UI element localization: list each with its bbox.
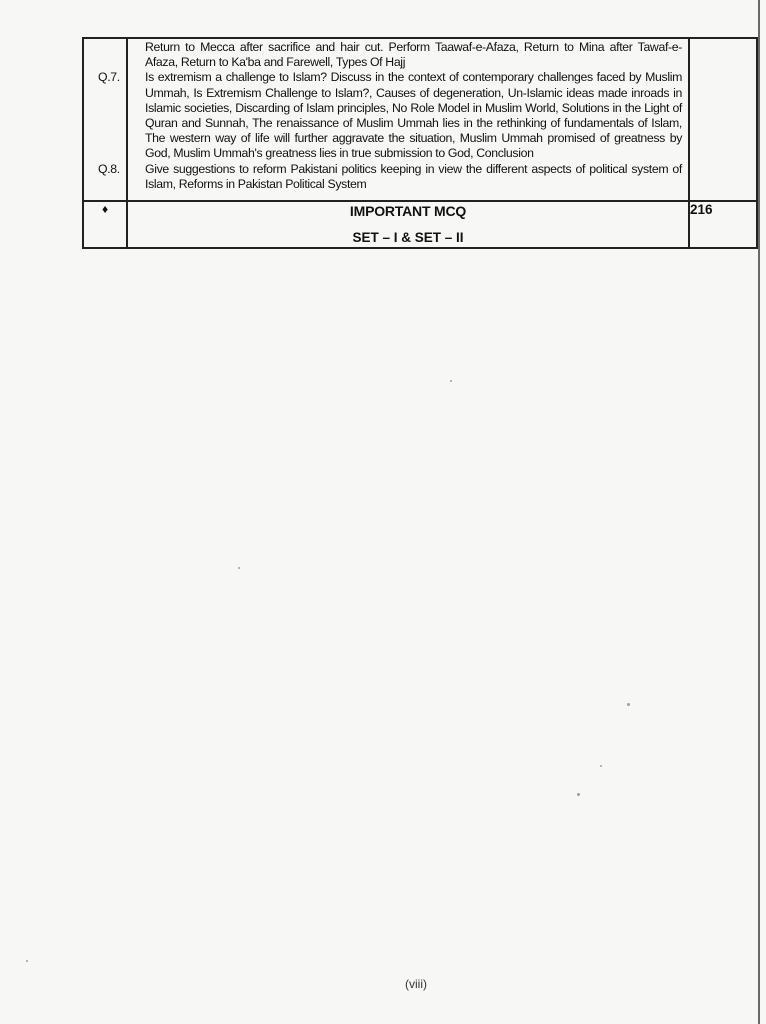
- footer-page-number: (viii): [405, 977, 427, 991]
- scan-speck: [600, 765, 602, 767]
- page-column-cell: [689, 38, 757, 201]
- contents-row-mcq: [83, 201, 757, 248]
- mcq-subtitle: SET – I & SET – II: [352, 230, 464, 246]
- contents-table: [82, 37, 758, 249]
- continuation-text: Return to Mecca after sacrifice and hair cut. Perform Taawaf-e-Afaza, Return to Mina after Tawaf-e-Afaza, Return to Ka'ba and Farewell, Types Of Hajj: [145, 40, 682, 70]
- question-7-label: Q.7.: [98, 70, 120, 85]
- scan-speck: [627, 703, 630, 706]
- scan-speck: [238, 567, 240, 569]
- question-7: [98, 70, 682, 161]
- scan-speck: [26, 960, 28, 962]
- scan-speck: [577, 793, 580, 796]
- scan-edge-shadow: [758, 0, 760, 1024]
- mcq-heading-cell: [127, 201, 689, 248]
- mcq-page-number: 216: [689, 201, 757, 248]
- diamond-bullet-icon: ♦: [83, 201, 127, 248]
- contents-row-questions: [83, 38, 757, 201]
- question-7-text: Is extremism a challenge to Islam? Discuss in the context of contemporary challenges faced by Muslim Ummah, Is Extremism Challenge to Islam?, Causes of degeneration, Un-Islamic ideas made inroads in Islamic societies, Discarding of Islam principles, No Role Model in Muslim World, Solutions in the Light of Quran and Sunnah, The renaissance of Muslim Ummah lies in the rethinking of fundamentals of Islam, The western way of life will further aggravate the situation, Muslim Ummah promised of greatness by God, Muslim Ummah's greatness lies in true submission to God, Conclusion: [145, 70, 682, 161]
- question-8-text: Give suggestions to reform Pakistani politics keeping in view the different aspects of political system of Islam, Reforms in Pakistan Political System: [145, 161, 682, 191]
- question-8: [98, 161, 682, 192]
- mcq-title: IMPORTANT MCQ: [349, 203, 467, 220]
- continuation-line: [134, 40, 682, 70]
- scan-speck: [450, 380, 452, 382]
- questions-cell: [98, 38, 689, 201]
- question-8-label: Q.8.: [98, 161, 120, 176]
